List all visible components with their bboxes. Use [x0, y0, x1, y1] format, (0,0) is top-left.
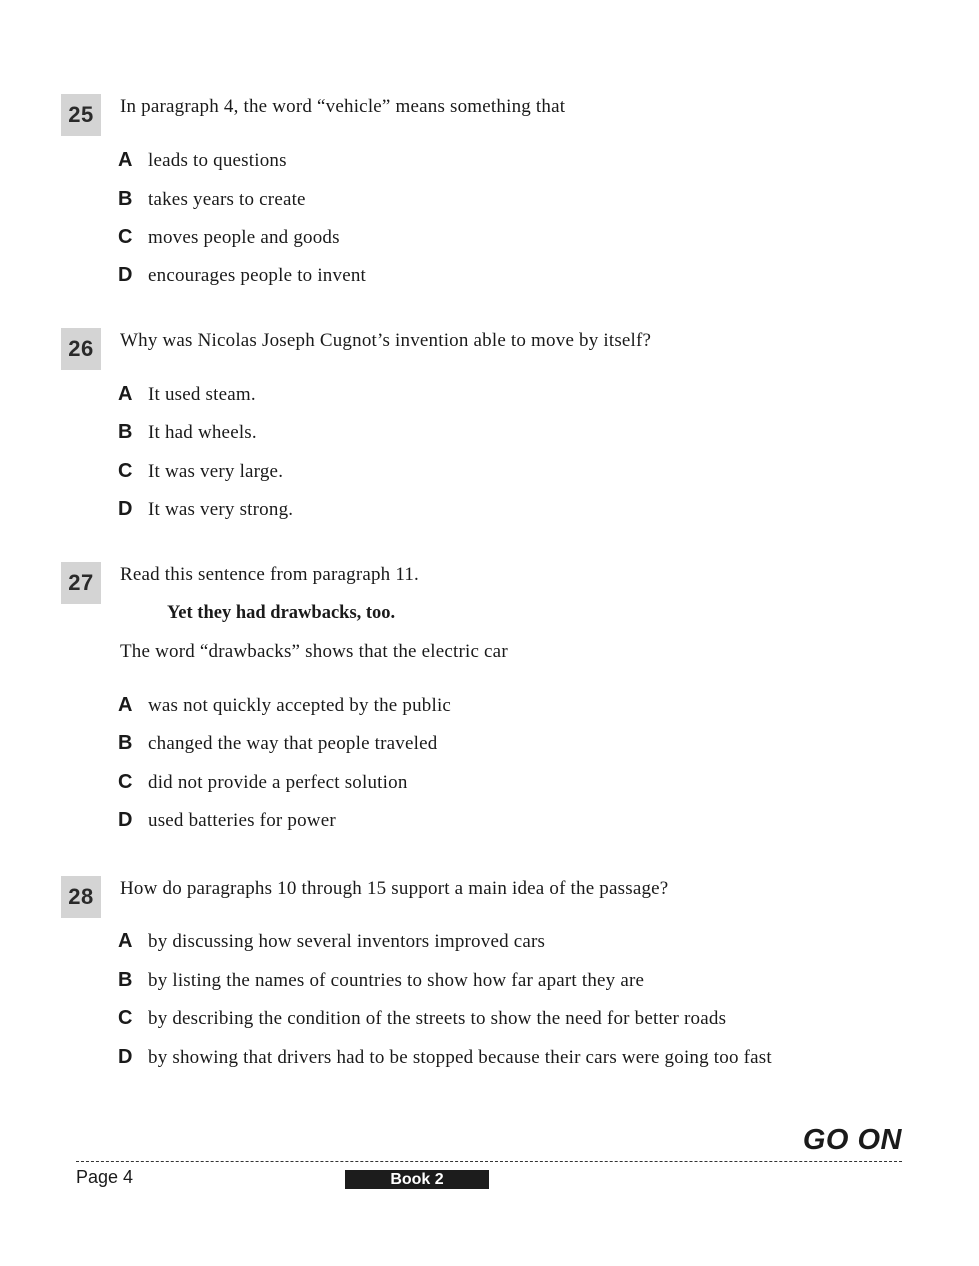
option-letter: A — [118, 383, 133, 405]
option-letter: A — [118, 930, 133, 952]
answer-option-c[interactable] — [118, 1007, 726, 1033]
answer-option-b[interactable] — [118, 969, 644, 995]
answer-option-c[interactable] — [118, 460, 283, 486]
option-text: takes years to create — [148, 189, 306, 210]
option-text: encourages people to invent — [148, 265, 367, 286]
answer-option-d[interactable] — [118, 809, 336, 835]
option-letter: D — [118, 809, 133, 831]
option-letter: D — [118, 1046, 133, 1068]
option-letter: B — [118, 421, 133, 443]
answer-option-a[interactable] — [118, 930, 545, 956]
option-text: by listing the names of countries to show how far apart they are — [148, 970, 645, 991]
option-text: by discussing how several inventors improved cars — [148, 931, 546, 952]
option-letter: D — [118, 264, 133, 286]
option-letter: A — [118, 694, 133, 716]
answer-option-d[interactable] — [118, 498, 293, 524]
footer-divider — [76, 1161, 902, 1162]
option-text: It had wheels. — [148, 422, 257, 443]
option-letter: D — [118, 498, 133, 520]
answer-option-a[interactable] — [118, 694, 451, 720]
answer-option-d[interactable] — [118, 1046, 772, 1072]
answer-option-b[interactable] — [118, 732, 437, 758]
question-stem: Read this sentence from paragraph 11. — [120, 564, 419, 585]
option-text: changed the way that people traveled — [148, 733, 438, 754]
option-text: by describing the condition of the streets to show the need for better roads — [148, 1008, 727, 1029]
question-number: 26 — [61, 328, 101, 370]
option-text: was not quickly accepted by the public — [148, 695, 452, 716]
option-letter: B — [118, 969, 133, 991]
option-text: It used steam. — [148, 384, 256, 405]
answer-option-a[interactable] — [118, 149, 287, 175]
answer-option-b[interactable] — [118, 421, 257, 447]
question-stem-continued: The word “drawbacks” shows that the electric car — [120, 641, 508, 662]
option-text: leads to questions — [148, 150, 287, 171]
question-number: 27 — [61, 562, 101, 604]
option-letter: C — [118, 771, 133, 793]
book-label: Book 2 — [345, 1170, 489, 1189]
answer-option-b[interactable] — [118, 188, 306, 214]
go-on-label: GO ON — [802, 1124, 902, 1156]
option-letter: B — [118, 732, 133, 754]
option-text: used batteries for power — [148, 810, 336, 831]
answer-option-c[interactable] — [118, 771, 408, 797]
answer-option-c[interactable] — [118, 226, 340, 252]
answer-option-a[interactable] — [118, 383, 256, 409]
option-text: It was very large. — [148, 461, 284, 482]
option-letter: C — [118, 460, 133, 482]
question-number: 28 — [61, 876, 101, 918]
question-stem: How do paragraphs 10 through 15 support a main idea of the passage? — [120, 878, 669, 899]
option-letter: C — [118, 226, 133, 248]
question-stem: In paragraph 4, the word “vehicle” means something that — [120, 96, 566, 117]
question-stem: Why was Nicolas Joseph Cugnot’s invention able to move by itself? — [120, 330, 652, 351]
option-text: did not provide a perfect solution — [148, 772, 408, 793]
option-letter: C — [118, 1007, 133, 1029]
option-text: moves people and goods — [148, 227, 340, 248]
answer-option-d[interactable] — [118, 264, 366, 290]
option-text: by showing that drivers had to be stopped because their cars were going too fast — [148, 1047, 772, 1068]
option-letter: A — [118, 149, 133, 171]
quoted-sentence: Yet they had drawbacks, too. — [167, 603, 396, 623]
question-number: 25 — [61, 94, 101, 136]
option-text: It was very strong. — [148, 499, 294, 520]
option-letter: B — [118, 188, 133, 210]
page-number: Page 4 — [76, 1167, 134, 1187]
